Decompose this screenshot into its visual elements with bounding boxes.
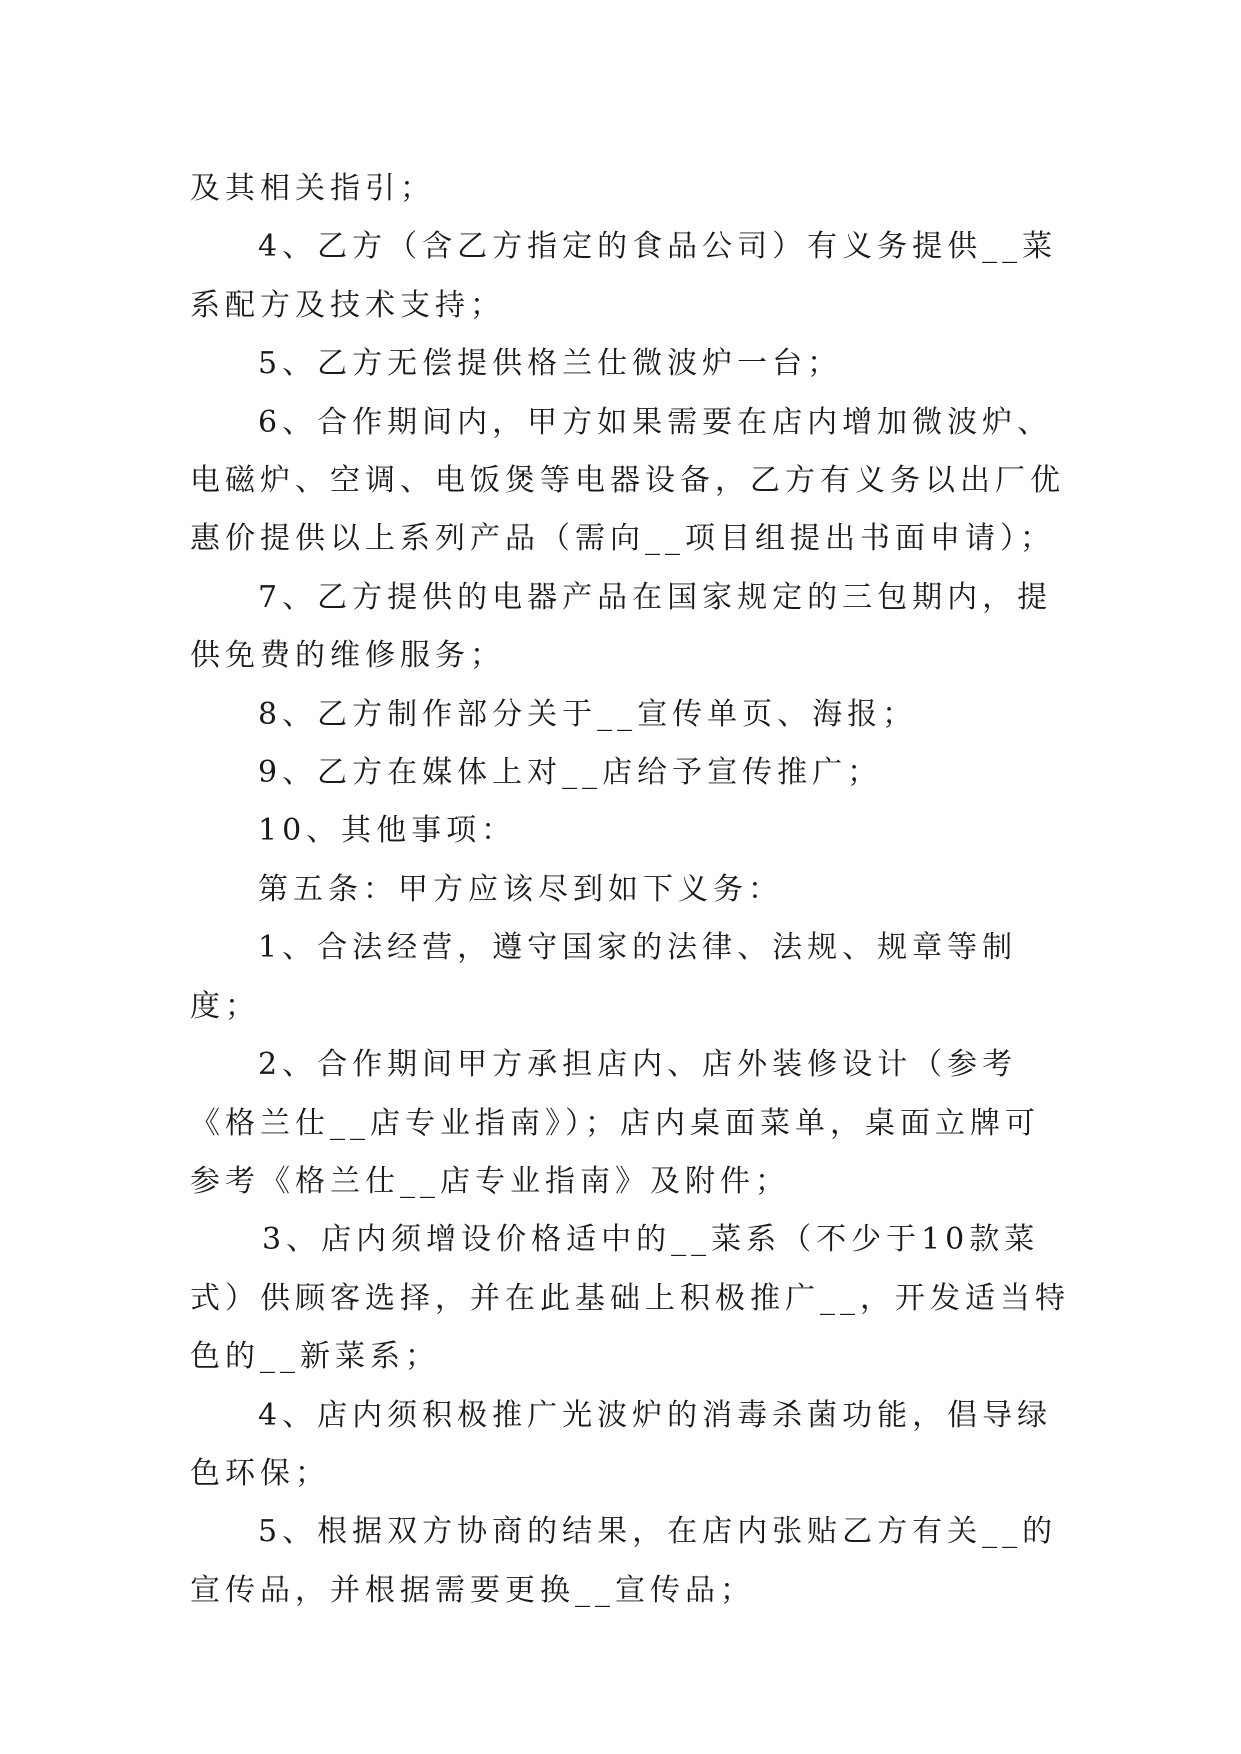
document-body (190, 160, 1070, 1620)
paragraph-continuation: 及其相关指引； (190, 171, 435, 206)
article-five-heading: 第五条：甲方应该尽到如下义务： (258, 871, 783, 907)
paragraph-item-8: 8、乙方制作部分关于__宣传单页、海报； (258, 696, 918, 732)
paragraph-duty-3: 3、店内须增设价格适中的__菜系（不少于10款菜式）供顾客选择，并在此基础上积极推广__，开发适当特色的__新菜系； (190, 1222, 1070, 1375)
paragraph-duty-1: 1、合法经营，遵守国家的法律、法规、规章等制度； (190, 930, 1018, 1024)
paragraph-duty-4: 4、店内须积极推广光波炉的消毒杀菌功能，倡导绿色环保； (190, 1397, 1053, 1491)
paragraph-item-5: 5、乙方无偿提供格兰仕微波炉一台； (258, 346, 843, 382)
paragraph-duty-5: 5、根据双方协商的结果，在店内张贴乙方有关__的宣传品，并根据需要更换__宣传品； (190, 1514, 1058, 1608)
paragraph-duty-2: 2、合作期间甲方承担店内、店外装修设计（参考《格兰仕__店专业指南》）；店内桌面菜单，桌面立牌可参考《格兰仕__店专业指南》及附件； (190, 1047, 1040, 1199)
paragraph-item-9: 9、乙方在媒体上对__店给予宣传推广； (258, 755, 883, 791)
paragraph-item-4: 4、乙方（含乙方指定的食品公司）有义务提供__菜系配方及技术支持； (190, 229, 1058, 323)
paragraph-item-7: 7、乙方提供的电器产品在国家规定的三包期内，提供免费的维修服务； (190, 579, 1053, 674)
paragraph-item-6: 6、合作期间内，甲方如果需要在店内增加微波炉、电磁炉、空调、电饭煲等电器设备，乙方有义务以出厂优惠价提供以上系列产品（需向__项目组提出书面申请）； (190, 404, 1065, 557)
paragraph-item-10: 10、其他事项： (258, 813, 517, 849)
